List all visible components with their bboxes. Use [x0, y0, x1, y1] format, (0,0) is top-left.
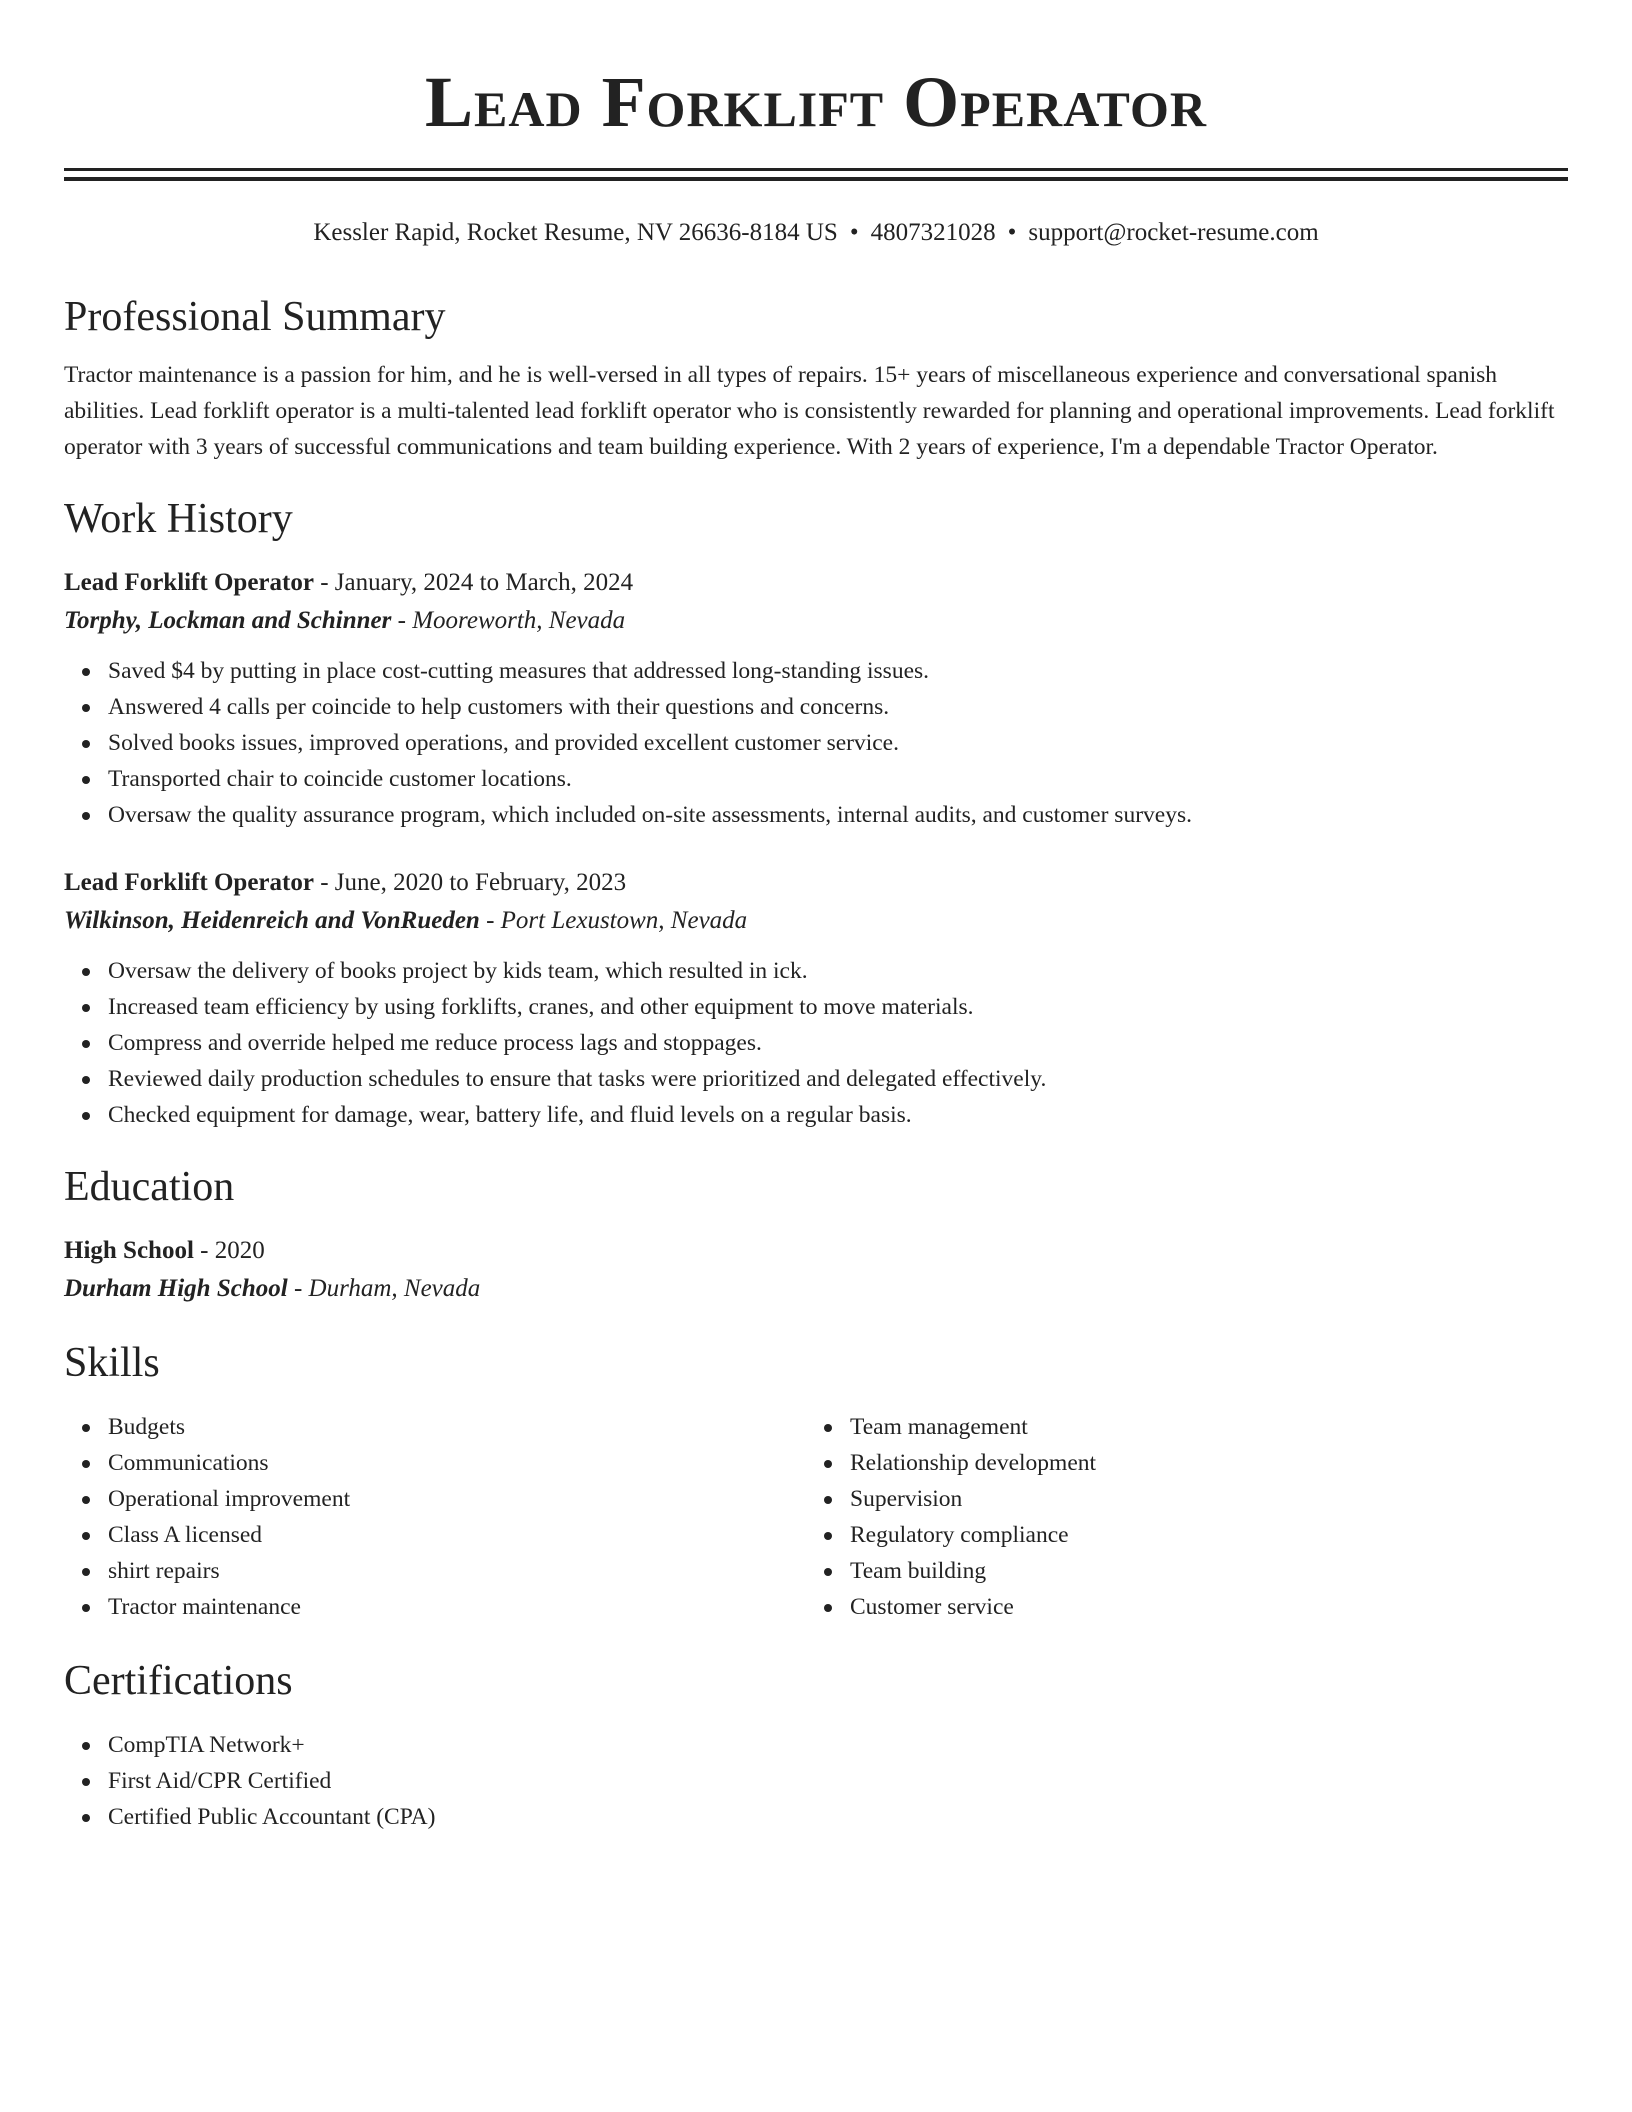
divider-line-bottom: [64, 177, 1568, 181]
contact-separator: •: [849, 219, 859, 246]
list-item: CompTIA Network+: [108, 1727, 1568, 1763]
list-item: Checked equipment for damage, wear, battery life, and fluid levels on a regular basis.: [108, 1097, 1568, 1133]
list-item: Class A licensed: [108, 1517, 806, 1553]
resume-title: Lead Forklift Operator: [424, 62, 1207, 142]
list-item: Reviewed daily production schedules to ensure that tasks were prioritized and delegated effectively.: [108, 1061, 1568, 1097]
job-location: - Mooreworth, Nevada: [391, 607, 626, 634]
list-item: Oversaw the delivery of books project by kids team, which resulted in ick.: [108, 953, 1568, 989]
contact-info: [64, 217, 1568, 249]
skills-list-right: [806, 1409, 1548, 1625]
list-item: Solved books issues, improved operations, and provided excellent customer service.: [108, 725, 1568, 761]
job-title: Lead Forklift Operator: [64, 869, 314, 896]
school-location: - Durham, Nevada: [287, 1275, 481, 1302]
list-item: Compress and override helped me reduce process lags and stoppages.: [108, 1025, 1568, 1061]
summary-text: Tractor maintenance is a passion for him, and he is well-versed in all types of repairs. 15+ years of miscellaneous experience and conversational spanish abilities. Lead forklift operator is a multi-talented lead forklift operator who is consistently rewarded for planning and operational improvements. Lead forklift operator with 3 years of successful communications and team building experience. With 2 years of experience, I'm a dependable Tractor Operator.: [64, 362, 1555, 460]
skills-grid: [64, 1409, 1568, 1625]
graduation-year: - 2020: [193, 1237, 265, 1264]
list-item: Transported chair to coincide customer locations.: [108, 761, 1568, 797]
list-item: Increased team efficiency by using forklifts, cranes, and other equipment to move materials.: [108, 989, 1568, 1025]
list-item: Supervision: [850, 1481, 1548, 1517]
contact-phone: 4807321028: [870, 219, 996, 246]
section-heading-summary: Professional Summary: [64, 294, 446, 340]
list-item: Certified Public Accountant (CPA): [108, 1799, 1568, 1835]
contact-email: support@rocket-resume.com: [1028, 219, 1319, 246]
title-divider: [64, 168, 1568, 181]
list-item: Relationship development: [850, 1445, 1548, 1481]
list-item: Operational improvement: [108, 1481, 806, 1517]
education-entry: [64, 1233, 1568, 1307]
job-dates: - June, 2020 to February, 2023: [313, 869, 627, 896]
list-item: Customer service: [850, 1589, 1548, 1625]
list-item: shirt repairs: [108, 1553, 806, 1589]
skills-list-left: [64, 1409, 806, 1625]
job-company: Torphy, Lockman and Schinner: [64, 607, 392, 634]
job-entry: [64, 865, 1568, 1133]
school-name: Durham High School: [64, 1275, 288, 1302]
list-item: Oversaw the quality assurance program, which included on-site assessments, internal audits, and customer surveys.: [108, 797, 1568, 833]
section-heading-skills: Skills: [64, 1340, 160, 1386]
list-item: Tractor maintenance: [108, 1589, 806, 1625]
job-dates: - January, 2024 to March, 2024: [313, 569, 634, 596]
certifications-section: [64, 1655, 1568, 1835]
list-item: Saved $4 by putting in place cost-cutting measures that addressed long-standing issues.: [108, 653, 1568, 689]
list-item: Answered 4 calls per coincide to help customers with their questions and concerns.: [108, 689, 1568, 725]
list-item: Team management: [850, 1409, 1548, 1445]
job-company-line: [64, 903, 1568, 939]
job-title: Lead Forklift Operator: [64, 569, 314, 596]
job-title-line: [64, 565, 1568, 601]
list-item: Communications: [108, 1445, 806, 1481]
section-heading-education: Education: [64, 1164, 235, 1210]
summary-section: [64, 291, 1568, 465]
job-company: Wilkinson, Heidenreich and VonRueden: [64, 907, 480, 934]
school-line: [64, 1271, 1568, 1307]
degree-line: [64, 1233, 1568, 1269]
list-item: Regulatory compliance: [850, 1517, 1548, 1553]
divider-line-top: [64, 168, 1568, 171]
job-entry: [64, 565, 1568, 833]
list-item: First Aid/CPR Certified: [108, 1763, 1568, 1799]
certifications-list: [64, 1727, 1568, 1835]
section-heading-certifications: Certifications: [64, 1658, 293, 1704]
skills-section: [64, 1337, 1568, 1625]
job-duties-list: [64, 653, 1568, 833]
job-duties-list: [64, 953, 1568, 1133]
degree: High School: [64, 1237, 194, 1264]
education-section: [64, 1161, 1568, 1307]
job-title-line: [64, 865, 1568, 901]
job-company-line: [64, 603, 1568, 639]
section-heading-work-history: Work History: [64, 496, 293, 542]
contact-address: Kessler Rapid, Rocket Resume, NV 26636-8184 US: [313, 219, 838, 246]
list-item: Budgets: [108, 1409, 806, 1445]
job-location: - Port Lexustown, Nevada: [479, 907, 748, 934]
list-item: Team building: [850, 1553, 1548, 1589]
contact-separator: •: [1007, 219, 1017, 246]
work-history-section: [64, 493, 1568, 1133]
